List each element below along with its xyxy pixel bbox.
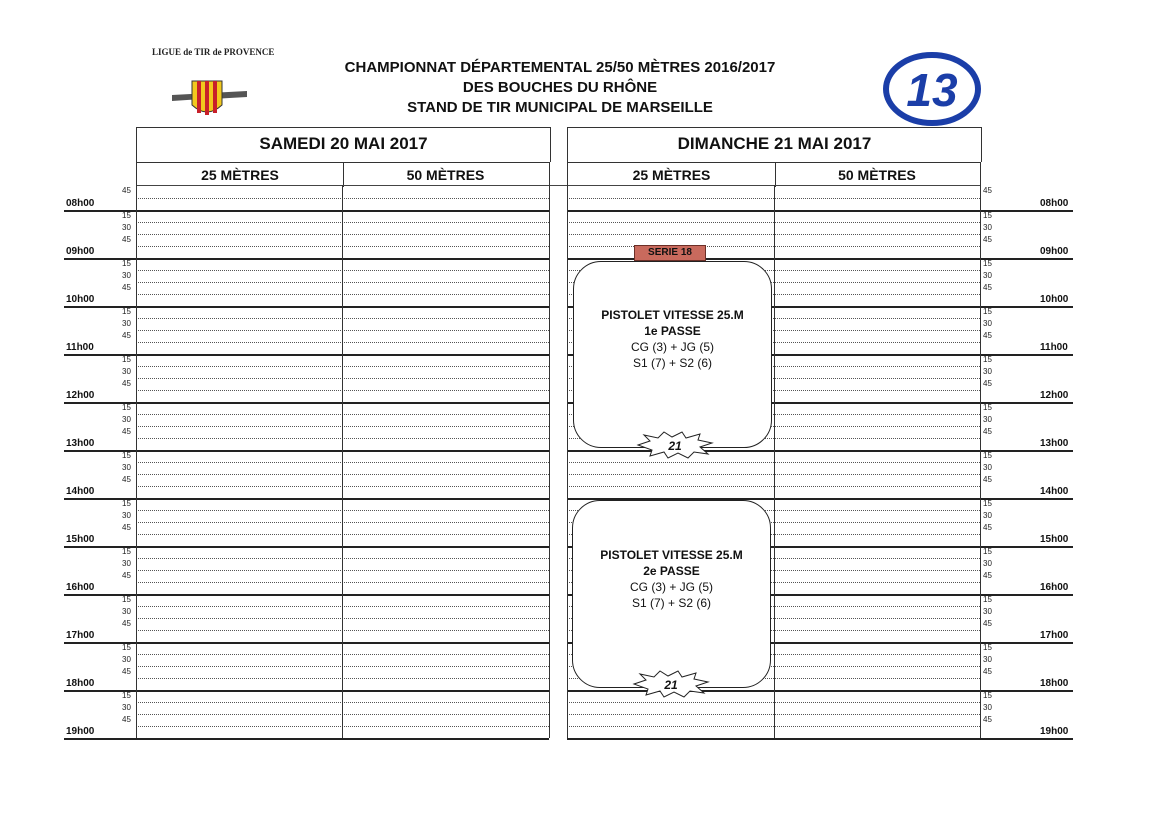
hour-label-left: 12h00 bbox=[66, 390, 95, 401]
minute-label-right: 30 bbox=[983, 559, 992, 568]
event-block-2[interactable] bbox=[572, 500, 771, 688]
minute-label-left: 15 bbox=[122, 595, 131, 604]
minute-label-right: 15 bbox=[983, 259, 992, 268]
league-logo bbox=[152, 47, 275, 123]
hour-label-right: 11h00 bbox=[1040, 342, 1068, 353]
hour-label-left: 09h00 bbox=[66, 246, 95, 257]
minute-label-left: 15 bbox=[122, 259, 131, 268]
minute-label-right: 30 bbox=[983, 319, 992, 328]
minute-label-left: 15 bbox=[122, 211, 131, 220]
logo-13-text: 13 bbox=[906, 64, 958, 116]
minute-label-right: 30 bbox=[983, 511, 992, 520]
column-divider bbox=[549, 185, 550, 738]
minute-label-left: 30 bbox=[122, 463, 131, 472]
minute-label-left: 45 bbox=[122, 571, 131, 580]
minute-label-left: 15 bbox=[122, 643, 131, 652]
minute-label-right: 30 bbox=[983, 415, 992, 424]
minute-label-left: 45 bbox=[122, 379, 131, 388]
minute-label-right: 15 bbox=[983, 403, 992, 412]
hour-label-left: 19h00 bbox=[66, 726, 95, 737]
minute-label-left: 45 bbox=[122, 331, 131, 340]
event-2-count: 21 bbox=[664, 678, 678, 692]
minute-label-right: 45 bbox=[983, 186, 992, 195]
column-divider bbox=[136, 185, 137, 738]
minute-label-right: 30 bbox=[983, 607, 992, 616]
department-13-logo bbox=[883, 52, 981, 126]
minute-label-right: 15 bbox=[983, 211, 992, 220]
hour-label-left: 11h00 bbox=[66, 342, 94, 353]
minute-label-right: 30 bbox=[983, 223, 992, 232]
hour-label-right: 19h00 bbox=[1040, 726, 1069, 737]
hour-label-left: 17h00 bbox=[66, 630, 95, 641]
minute-label-left: 30 bbox=[122, 271, 131, 280]
hour-line bbox=[567, 738, 1073, 740]
column-divider bbox=[567, 185, 568, 738]
minute-label-left: 30 bbox=[122, 223, 131, 232]
minute-label-right: 15 bbox=[983, 451, 992, 460]
hour-label-right: 08h00 bbox=[1040, 198, 1069, 209]
minute-label-right: 30 bbox=[983, 367, 992, 376]
serie-badge: SERIE 18 bbox=[634, 245, 706, 261]
league-logo-text: LIGUE de TIR de PROVENCE bbox=[152, 47, 275, 57]
minute-label-right: 30 bbox=[983, 463, 992, 472]
minute-label-left: 30 bbox=[122, 655, 131, 664]
event-1-count: 21 bbox=[668, 439, 682, 453]
minute-label-left: 30 bbox=[122, 559, 131, 568]
minute-label-left: 45 bbox=[122, 715, 131, 724]
minute-label-right: 45 bbox=[983, 619, 992, 628]
minute-label-right: 15 bbox=[983, 595, 992, 604]
minute-label-left: 30 bbox=[122, 415, 131, 424]
minute-label-left: 15 bbox=[122, 451, 131, 460]
minute-label-left: 30 bbox=[122, 319, 131, 328]
minute-label-left: 15 bbox=[122, 307, 131, 316]
day-header-sunday bbox=[567, 127, 982, 162]
event-2-title: PISTOLET VITESSE 25.M bbox=[600, 548, 743, 562]
minute-label-right: 45 bbox=[983, 571, 992, 580]
minute-label-right: 30 bbox=[983, 703, 992, 712]
minute-label-right: 30 bbox=[983, 655, 992, 664]
col-header-sun-25m: 25 MÈTRES bbox=[567, 162, 776, 187]
minute-label-left: 45 bbox=[122, 619, 131, 628]
column-divider bbox=[774, 185, 775, 738]
minute-label-right: 15 bbox=[983, 499, 992, 508]
event-1-count-badge bbox=[636, 431, 714, 459]
minute-label-left: 15 bbox=[122, 355, 131, 364]
event-1-title: PISTOLET VITESSE 25.M bbox=[601, 308, 744, 322]
hour-label-right: 12h00 bbox=[1040, 390, 1069, 401]
hour-label-right: 16h00 bbox=[1040, 582, 1069, 593]
minute-label-left: 30 bbox=[122, 367, 131, 376]
minute-label-left: 45 bbox=[122, 283, 131, 292]
minute-label-left: 30 bbox=[122, 607, 131, 616]
minute-label-left: 30 bbox=[122, 703, 131, 712]
hour-label-left: 14h00 bbox=[66, 486, 95, 497]
hour-label-left: 16h00 bbox=[66, 582, 95, 593]
minute-label-right: 45 bbox=[983, 523, 992, 532]
title-line-3: STAND DE TIR MUNICIPAL DE MARSEILLE bbox=[407, 99, 713, 116]
title-line-2: DES BOUCHES DU RHÔNE bbox=[462, 79, 658, 96]
minute-label-left: 15 bbox=[122, 499, 131, 508]
minute-label-left: 45 bbox=[122, 427, 131, 436]
minute-label-right: 15 bbox=[983, 355, 992, 364]
minute-label-right: 45 bbox=[983, 475, 992, 484]
hour-label-right: 18h00 bbox=[1040, 678, 1069, 689]
minute-label-right: 45 bbox=[983, 427, 992, 436]
hour-label-right: 14h00 bbox=[1040, 486, 1069, 497]
minute-label-right: 45 bbox=[983, 235, 992, 244]
minute-label-right: 45 bbox=[983, 667, 992, 676]
minute-label-right: 30 bbox=[983, 271, 992, 280]
column-divider bbox=[980, 185, 981, 738]
minute-label-right: 15 bbox=[983, 643, 992, 652]
hour-label-right: 15h00 bbox=[1040, 534, 1069, 545]
event-2-categories-b: S1 (7) + S2 (6) bbox=[631, 596, 712, 610]
event-1-passe: 1e PASSE bbox=[644, 324, 701, 338]
header-rule bbox=[136, 185, 980, 186]
day-header-saturday bbox=[136, 127, 551, 162]
day-label-saturday: SAMEDI 20 MAI 2017 bbox=[259, 134, 428, 153]
event-2-count-badge bbox=[632, 670, 710, 698]
col-header-sat-25m: 25 MÈTRES bbox=[136, 162, 344, 187]
minute-label-left: 15 bbox=[122, 691, 131, 700]
minute-label-left: 15 bbox=[122, 403, 131, 412]
col-header-sun-50m: 50 MÈTRES bbox=[774, 162, 981, 187]
hour-label-left: 08h00 bbox=[66, 198, 95, 209]
hour-label-right: 10h00 bbox=[1040, 294, 1069, 305]
minute-label-left: 45 bbox=[122, 186, 131, 195]
hour-label-left: 18h00 bbox=[66, 678, 95, 689]
minute-label-right: 45 bbox=[983, 283, 992, 292]
minute-label-right: 45 bbox=[983, 331, 992, 340]
event-2-passe: 2e PASSE bbox=[643, 564, 700, 578]
minute-label-right: 45 bbox=[983, 379, 992, 388]
minute-label-left: 45 bbox=[122, 475, 131, 484]
minute-label-left: 30 bbox=[122, 511, 131, 520]
minute-label-left: 45 bbox=[122, 667, 131, 676]
hour-line bbox=[567, 210, 1073, 212]
minute-label-left: 45 bbox=[122, 523, 131, 532]
title-line-1: CHAMPIONNAT DÉPARTEMENTAL 25/50 MÈTRES 2016/2017 bbox=[344, 59, 776, 76]
hour-line bbox=[64, 738, 549, 740]
event-2-categories-a: CG (3) + JG (5) bbox=[629, 580, 713, 594]
col-header-sat-50m: 50 MÈTRES bbox=[342, 162, 550, 187]
hour-label-right: 13h00 bbox=[1040, 438, 1069, 449]
hour-label-left: 15h00 bbox=[66, 534, 95, 545]
column-divider bbox=[342, 185, 343, 738]
minute-label-right: 45 bbox=[983, 715, 992, 724]
event-1-categories-b: S1 (7) + S2 (6) bbox=[632, 356, 713, 370]
event-block-1[interactable] bbox=[573, 261, 772, 448]
minute-label-left: 15 bbox=[122, 547, 131, 556]
event-1-categories-a: CG (3) + JG (5) bbox=[630, 340, 714, 354]
hour-label-left: 10h00 bbox=[66, 294, 95, 305]
minute-label-right: 15 bbox=[983, 691, 992, 700]
minute-label-right: 15 bbox=[983, 547, 992, 556]
hour-label-right: 17h00 bbox=[1040, 630, 1069, 641]
day-label-sunday: DIMANCHE 21 MAI 2017 bbox=[677, 134, 872, 153]
hour-label-left: 13h00 bbox=[66, 438, 95, 449]
hour-label-right: 09h00 bbox=[1040, 246, 1069, 257]
minute-label-left: 45 bbox=[122, 235, 131, 244]
minute-label-right: 15 bbox=[983, 307, 992, 316]
